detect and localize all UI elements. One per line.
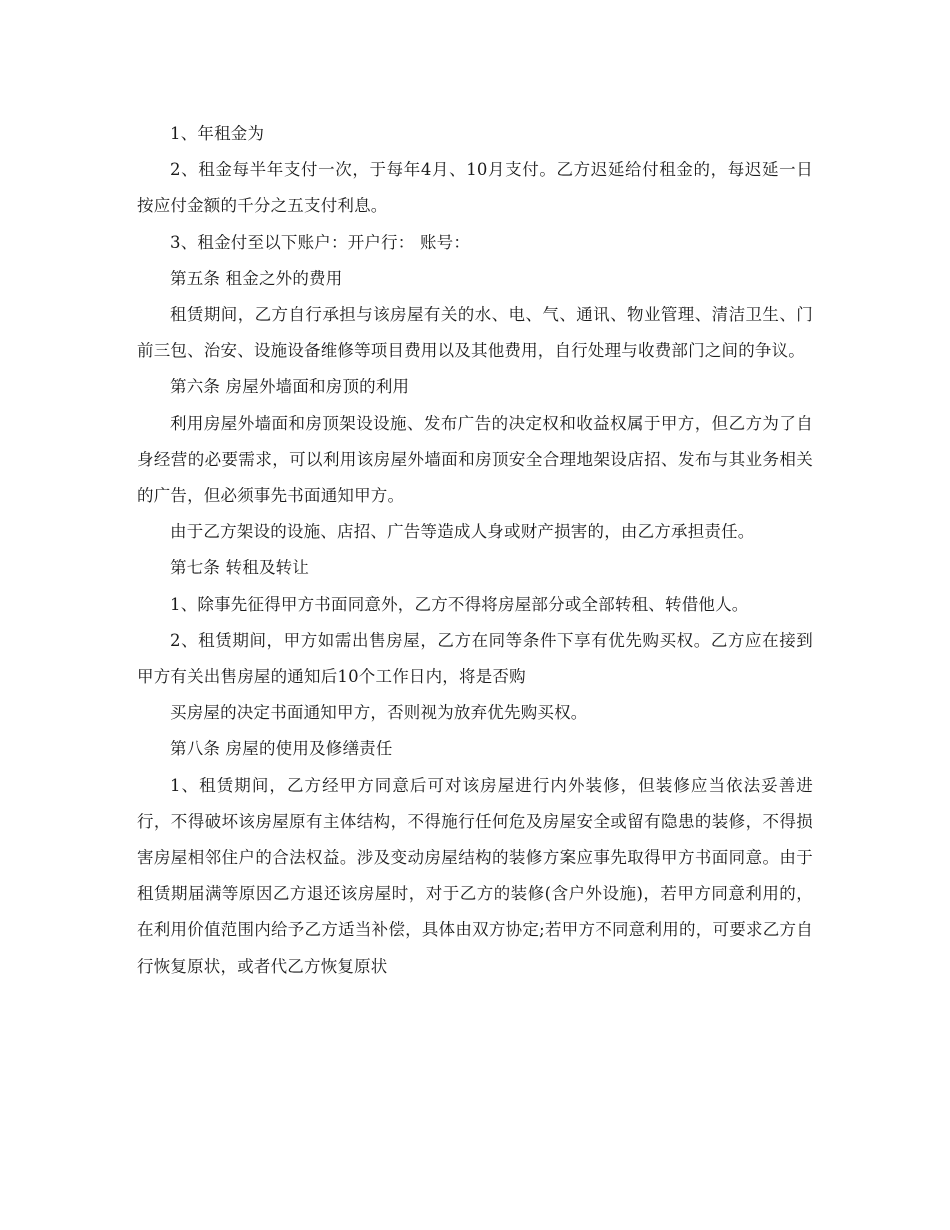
paragraph-annual-rent: 1、年租金为 <box>170 124 265 143</box>
document-body <box>137 116 813 985</box>
paragraph-renovation: 1、租赁期间，乙方经甲方同意后可对该房屋进行内外装修，但装修应当依法妥善进行，不得破坏该房屋原有主体结构，不得施行任何危及房屋安全或留有隐患的装修，不得损害房屋相邻住户的合法权益。涉及变动房屋结构的装修方案应事先取得甲方书面同意。由于租赁期届满等原因乙方退还该房屋时，对于乙方的装修(含户外设施)，若甲方同意利用的，在利用价值范围内给予乙方适当补偿，具体由双方协定;若甲方不同意利用的，可要求乙方自行恢复原状，或者代乙方恢复原状 <box>137 775 813 976</box>
heading-article-7: 第七条 转租及转让 <box>170 558 310 578</box>
paragraph-payment-schedule: 2、租金每半年支付一次，于每年4月、10月支付。乙方迟延给付租金的，每迟延一日按应付金额的千分之五支付利息。 <box>137 160 813 216</box>
paragraph-damage-liability: 由于乙方架设的设施、店招、广告等造成人身或财产损害的，由乙方承担责任。 <box>170 522 755 542</box>
heading-article-5: 第五条 租金之外的费用 <box>170 268 343 288</box>
paragraph-other-expenses: 租赁期间，乙方自行承担与该房屋有关的水、电、气、通讯、物业管理、清洁卫生、门前三包、治安、设施设备维修等项目费用以及其他费用，自行处理与收费部门之间的争议。 <box>137 305 813 361</box>
paragraph-sublease: 1、除事先征得甲方书面同意外，乙方不得将房屋部分或全部转租、转借他人。 <box>170 594 749 614</box>
paragraph-payment-account: 3、租金付至以下账户：开户行： 账号： <box>170 232 471 252</box>
heading-article-8: 第八条 房屋的使用及修缮责任 <box>170 739 393 759</box>
heading-article-6: 第六条 房屋外墙面和房顶的利用 <box>170 377 410 397</box>
paragraph-wall-roof-use: 利用房屋外墙面和房顶架设设施、发布广告的决定权和收益权属于甲方，但乙方为了自身经营的必要需求，可以利用该房屋外墙面和房顶安全合理地架设店招、发布与其业务相关的广告，但必须事先书面通知甲方。 <box>137 413 813 506</box>
paragraph-preemption-right: 2、租赁期间，甲方如需出售房屋，乙方在同等条件下享有优先购买权。乙方应在接到甲方有关出售房屋的通知后10个工作日内，将是否购 <box>137 630 813 687</box>
paragraph-preemption-right-continued: 买房屋的决定书面通知甲方，否则视为放弃优先购买权。 <box>170 703 588 723</box>
